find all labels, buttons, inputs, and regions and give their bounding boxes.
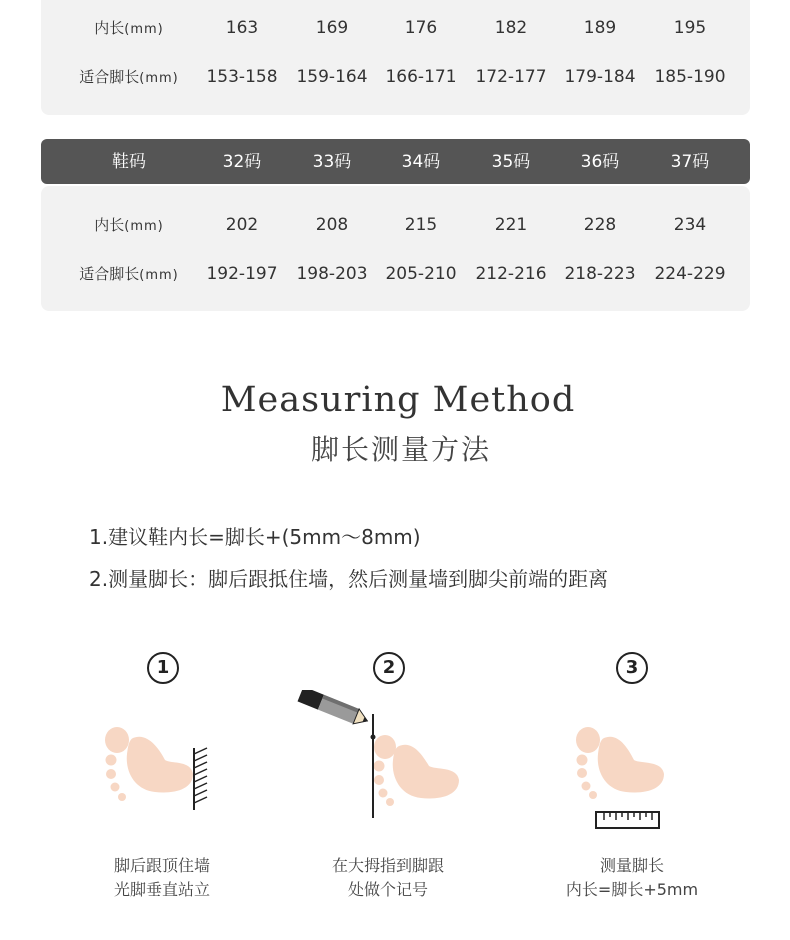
row-label: 适合脚长(mm) [79,68,179,86]
row-label: 内长(mm) [94,19,164,37]
table-cell: 208 [315,215,349,235]
row-label: 内长(mm) [94,216,164,234]
table-row-inner-length [41,210,750,240]
header-label: 鞋码 [112,152,146,172]
table-cell: 189 [583,18,617,38]
header-size: 32码 [222,152,262,172]
header-size: 37码 [670,152,710,172]
table-row-inner-length-top [41,13,750,43]
step-2-caption [288,854,488,902]
table-cell: 212-216 [475,264,547,284]
step-3-caption [532,854,732,902]
step-1-caption [62,854,262,902]
pencil-mark-icon [295,690,465,825]
table-cell: 234 [673,215,707,235]
table-cell: 228 [583,215,617,235]
table-cell: 159-164 [296,67,368,87]
caption-line: 处做个记号 [347,880,428,899]
table-cell: 192-197 [206,264,278,284]
table-row-foot-length [41,259,750,289]
header-size: 35码 [491,152,531,172]
table-cell: 221 [494,215,528,235]
table-cell: 202 [225,215,259,235]
caption-line: 光脚垂直站立 [113,880,210,899]
row-label: 适合脚长(mm) [79,265,179,283]
table-cell: 205-210 [385,264,457,284]
method-title-en: Measuring Method [220,380,576,420]
foot-against-wall-icon [95,690,225,820]
table-row-foot-length-top [41,62,750,92]
method-title-cn: 脚长测量方法 [310,433,491,466]
ruler-measure-icon [566,690,676,835]
table-cell: 198-203 [296,264,368,284]
table-cell: 166-171 [385,67,457,87]
caption-line: 在大拇指到脚跟 [331,856,444,875]
table-cell: 195 [673,18,707,38]
table-cell: 182 [494,18,528,38]
size-header-bar [41,139,750,184]
table-cell: 218-223 [564,264,636,284]
table-cell: 169 [315,18,349,38]
step-3-number: 3 [616,652,648,684]
table-cell: 172-177 [475,67,547,87]
table-cell: 153-158 [206,67,278,87]
method-note-1: 1.建议鞋内长=脚长+(5mm～8mm) [89,525,421,549]
table-cell: 179-184 [564,67,636,87]
caption-line: 测量脚长 [599,856,664,875]
table-cell: 185-190 [654,67,726,87]
size-table-bottom [41,186,750,311]
step-1-number: 1 [147,652,179,684]
table-cell: 163 [225,18,259,38]
header-size: 33码 [312,152,352,172]
header-size: 34码 [401,152,441,172]
caption-line: 脚后跟顶住墙 [113,856,210,875]
method-note-2: 2.测量脚长：脚后跟抵住墙，然后测量墙到脚尖前端的距离 [89,567,609,591]
header-size: 36码 [580,152,620,172]
table-cell: 215 [404,215,438,235]
table-cell: 176 [404,18,438,38]
caption-line: 内长=脚长+5mm [565,880,699,899]
table-cell: 224-229 [654,264,726,284]
step-2-number: 2 [373,652,405,684]
